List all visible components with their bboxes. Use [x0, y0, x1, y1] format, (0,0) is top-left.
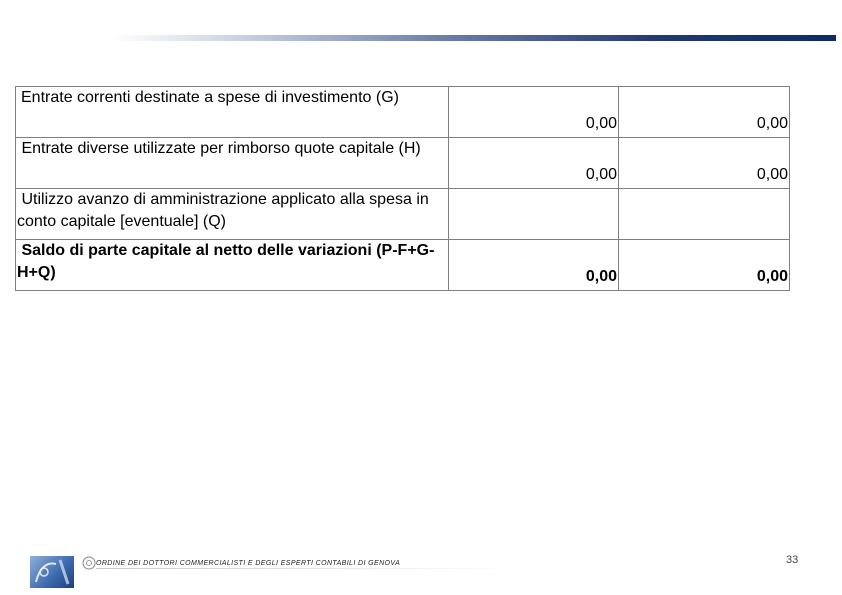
row-value	[619, 189, 790, 240]
row-value: 0,00	[449, 138, 619, 189]
table-row	[16, 87, 790, 138]
row-value	[449, 189, 619, 240]
header-accent-bar	[112, 35, 836, 41]
row-value: 0,00	[449, 87, 619, 138]
row-value: 0,00	[619, 240, 790, 291]
table-row-total	[16, 240, 790, 291]
organization-logo-icon	[30, 556, 74, 588]
row-label: Utilizzo avanzo di amministrazione applicato alla spesa in conto capitale [eventuale] (Q)	[16, 189, 449, 240]
row-label: Entrate diverse utilizzate per rimborso quote capitale (H)	[16, 138, 449, 189]
budget-table	[15, 86, 790, 291]
footer-divider	[96, 568, 516, 569]
table-row	[16, 138, 790, 189]
footer-organization-name: ORDINE DEI DOTTORI COMMERCIALISTI E DEGLI ESPERTI CONTABILI DI GENOVA	[96, 560, 401, 567]
page-number: 33	[786, 554, 799, 566]
row-value: 0,00	[619, 87, 790, 138]
row-value: 0,00	[619, 138, 790, 189]
emblem-icon	[82, 556, 96, 570]
table-row	[16, 189, 790, 240]
row-value: 0,00	[449, 240, 619, 291]
row-label: Saldo di parte capitale al netto delle variazioni (P-F+G-H+Q)	[16, 240, 449, 291]
row-label: Entrate correnti destinate a spese di investimento (G)	[16, 87, 449, 138]
